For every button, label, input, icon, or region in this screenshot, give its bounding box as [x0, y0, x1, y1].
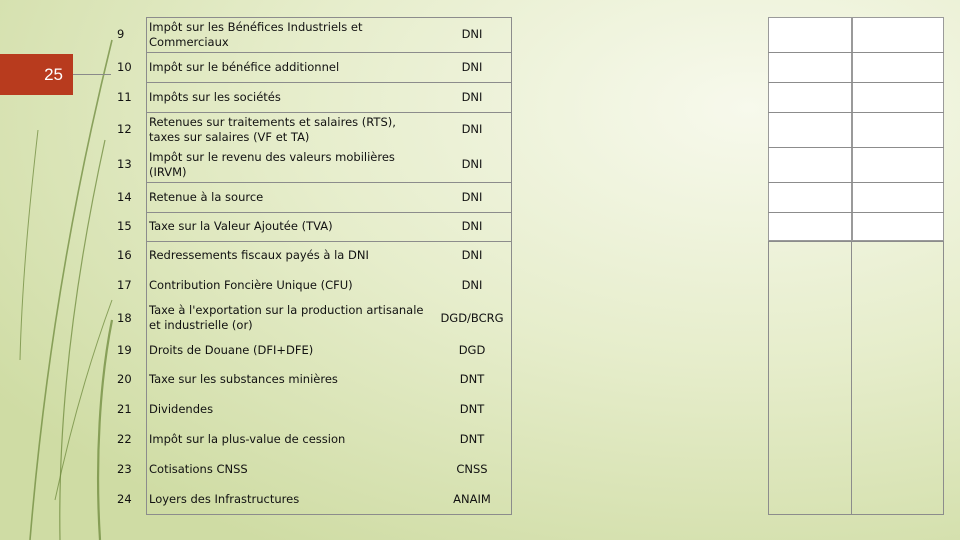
cell-num: 15: [117, 219, 132, 234]
table-grid-line: [768, 514, 944, 515]
cell-num: 22: [117, 431, 132, 446]
cell-label: Retenue à la source: [149, 189, 264, 204]
table-grid-line: [768, 241, 769, 514]
table-grid-line: [146, 17, 512, 18]
slide-number: 25: [44, 64, 63, 84]
cell-dir: DNI: [461, 122, 483, 137]
cell-dir: DNI: [461, 219, 483, 234]
cell-num: 16: [117, 248, 132, 263]
table-grid-line: [511, 17, 512, 514]
cell-label: Impôts sur les sociétés: [149, 89, 281, 104]
slide-number-rule: [73, 74, 111, 75]
cell-label: Droits de Douane (DFI+DFE): [149, 343, 314, 358]
cell-num: 11: [117, 89, 132, 104]
cell-dir: DNI: [461, 277, 483, 292]
cell-dir: CNSS: [456, 461, 488, 476]
table-grid-line: [146, 182, 512, 183]
table-grid-line: [146, 82, 512, 83]
table-grid-line: [146, 241, 512, 242]
cell-label: Contribution Foncière Unique (CFU): [149, 277, 353, 292]
table-grid-line: [146, 17, 147, 514]
table-grid-line: [943, 241, 944, 514]
cell-num: 20: [117, 372, 132, 387]
cell-num: 9: [117, 27, 125, 42]
table-grid-line: [768, 182, 944, 183]
cell-label: Impôt sur les Bénéfices Industriels et Commerciaux: [149, 19, 363, 49]
cell-dir: DNT: [459, 372, 485, 387]
cell-label: Loyers des Infrastructures: [149, 491, 300, 506]
cell-label: Taxe sur les substances minières: [149, 372, 338, 387]
table-grid-line: [146, 52, 512, 53]
cell-dir: DNI: [461, 27, 483, 42]
table-grid-line: [146, 212, 512, 213]
table-grid-line: [851, 241, 852, 514]
cell-label: Redressements fiscaux payés à la DNI: [149, 248, 369, 263]
cell-dir: DNT: [459, 431, 485, 446]
cell-label: Retenues sur traitements et salaires (RTS), taxes sur salaires (VF et TA): [149, 114, 396, 144]
slide-number-badge: [0, 54, 73, 95]
table-grid-line: [146, 514, 512, 515]
cell-dir: DNI: [461, 189, 483, 204]
table-grid-line: [768, 147, 944, 148]
cell-num: 17: [117, 277, 132, 292]
cell-num: 18: [117, 310, 132, 325]
cell-dir: DNI: [461, 89, 483, 104]
cell-dir: DNI: [461, 157, 483, 172]
cell-num: 23: [117, 461, 132, 476]
cell-num: 12: [117, 122, 132, 137]
cell-label: Cotisations CNSS: [149, 461, 248, 476]
cell-dir: DNI: [461, 59, 483, 74]
cell-label: Dividendes: [149, 401, 214, 416]
empty-column: [852, 17, 944, 241]
cell-num: 21: [117, 401, 132, 416]
table-grid-line: [768, 241, 944, 242]
cell-num: 13: [117, 157, 132, 172]
cell-num: 24: [117, 491, 132, 506]
cell-label: Taxe sur la Valeur Ajoutée (TVA): [149, 219, 333, 234]
cell-dir: DGD/BCRG: [440, 310, 504, 325]
table-grid-line: [768, 112, 944, 113]
cell-label: Impôt sur le revenu des valeurs mobilières (IRVM): [149, 149, 395, 179]
cell-label: Taxe à l'exportation sur la production artisanale et industrielle (or): [149, 303, 424, 332]
cell-num: 14: [117, 189, 132, 204]
cell-dir: ANAIM: [453, 491, 491, 506]
table-grid-line: [768, 212, 944, 213]
empty-column: [768, 17, 852, 241]
cell-num: 10: [117, 59, 132, 74]
cell-dir: DGD: [458, 343, 486, 358]
table-grid-line: [146, 112, 512, 113]
cell-label: Impôt sur la plus-value de cession: [149, 431, 346, 446]
cell-dir: DNI: [461, 248, 483, 263]
cell-label: Impôt sur le bénéfice additionnel: [149, 59, 340, 74]
cell-dir: DNT: [459, 401, 485, 416]
table-grid-line: [768, 82, 944, 83]
table-grid-line: [768, 52, 944, 53]
cell-num: 19: [117, 343, 132, 358]
